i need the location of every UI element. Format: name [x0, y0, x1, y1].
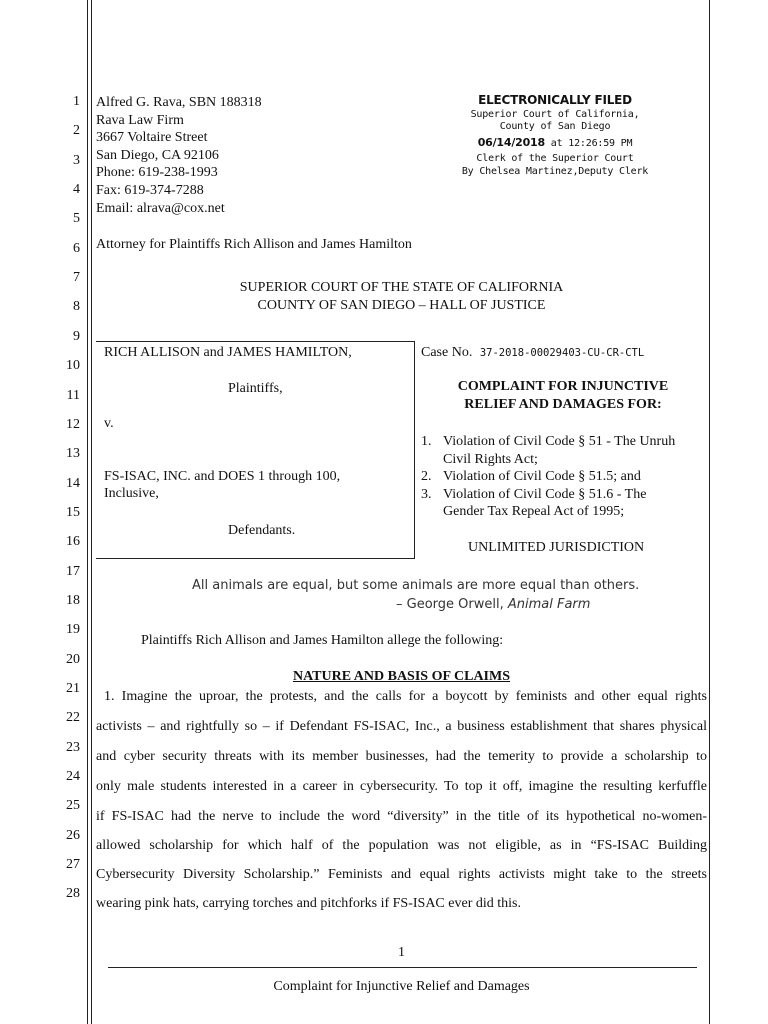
filing-stamp	[455, 94, 655, 178]
stamp-deputy: By Chelsea Martinez,Deputy Clerk	[461, 165, 649, 177]
margin-rule-left-inner	[91, 0, 92, 1024]
paragraph-line: activists – and rightfully so – if Defendant FS-ISAC, Inc., a business establishment that shares physical	[96, 719, 707, 734]
line-number: 25	[66, 798, 80, 814]
section-heading: NATURE AND BASIS OF CLAIMS	[292, 669, 511, 684]
line-number: 14	[66, 475, 80, 491]
epigraph-work: Animal Farm	[507, 597, 591, 612]
line-number: 10	[66, 358, 80, 374]
complaint-title-1: COMPLAINT FOR INJUNCTIVE	[457, 379, 669, 394]
attorney-name: Alfred G. Rava, SBN 188318	[96, 95, 262, 110]
email: Email: alrava@cox.net	[96, 200, 225, 216]
stamp-title: ELECTRONICALLY FILED	[478, 93, 632, 107]
stamp-county: County of San Diego	[499, 121, 611, 132]
cause-1-cont: Civil Rights Act;	[443, 451, 538, 467]
city-state-zip: San Diego, CA 92106	[96, 147, 219, 163]
attorney-block	[96, 94, 262, 217]
case-number: 37-2018-00029403-CU-CR-CTL	[479, 347, 645, 359]
phone: Phone: 619-238-1993	[96, 165, 218, 181]
complaint-title-2: RELIEF AND DAMAGES FOR:	[464, 397, 662, 412]
law-firm: Rava Law Firm	[96, 112, 184, 128]
line-number: 23	[66, 739, 80, 755]
footer-rule	[108, 967, 697, 968]
line-number: 5	[73, 211, 80, 227]
versus: v.	[104, 416, 114, 431]
attorney-for: Attorney for Plaintiffs Rich Allison and James Hamilton	[96, 237, 412, 252]
line-number: 1	[73, 94, 80, 109]
line-number: 22	[66, 710, 80, 726]
court-name: SUPERIOR COURT OF THE STATE OF CALIFORNIA	[239, 280, 564, 295]
line-number: 9	[73, 328, 80, 344]
paragraph-line: and cyber security threats with its member businesses, had the temerity to provide a scholarship to	[96, 749, 707, 764]
plaintiffs-label: Plaintiffs,	[228, 381, 283, 396]
paragraph-line: allowed scholarship for which half of the population was not eligible, as in “FS-ISAC Building	[96, 838, 707, 853]
defendants-names: FS-ISAC, INC. and DOES 1 through 100,	[104, 469, 341, 484]
stamp-date: 06/14/2018	[477, 135, 545, 149]
line-number: 18	[66, 592, 80, 608]
line-number: 6	[73, 240, 80, 256]
line-number: 11	[66, 387, 80, 403]
line-number: 26	[66, 827, 80, 843]
line-number: 17	[66, 563, 80, 579]
plaintiffs-names: RICH ALLISON and JAMES HAMILTON,	[104, 345, 352, 360]
paragraph-line: wearing pink hats, carrying torches and pitchforks if FS-ISAC ever did this.	[96, 896, 521, 911]
line-number: 27	[66, 857, 80, 873]
defendants-inclusive: Inclusive,	[104, 486, 159, 501]
paragraph-line: Cybersecurity Diversity Scholarship.” Feminists and equal rights activists might take to the streets	[96, 867, 707, 882]
line-number: 21	[66, 681, 80, 696]
paragraph-line: if FS-ISAC had the nerve to include the word “diversity” in the title of its hypothetical no-women-	[96, 809, 707, 824]
margin-rule-left-outer	[87, 0, 88, 1024]
line-number: 28	[66, 886, 80, 902]
line-number: 16	[66, 534, 80, 550]
intro-line: Plaintiffs Rich Allison and James Hamilton allege the following:	[141, 633, 504, 648]
line-number: 2	[73, 123, 80, 139]
line-number: 15	[66, 504, 80, 520]
stamp-court: Superior Court of California,	[470, 108, 640, 120]
cause-3: 3. Violation of Civil Code § 51.6 - The	[421, 486, 647, 502]
line-number: 12	[66, 416, 80, 432]
line-number: 24	[66, 769, 80, 785]
causes-of-action	[421, 433, 675, 521]
page-number: 1	[398, 945, 405, 960]
defendants-label: Defendants.	[228, 523, 296, 538]
line-number: 8	[73, 299, 80, 315]
jurisdiction: UNLIMITED JURISDICTION	[468, 540, 645, 555]
epigraph-quote: All animals are equal, but some animals are more equal than others.	[192, 578, 640, 593]
epigraph-attribution: – George Orwell, Animal Farm	[396, 597, 591, 612]
case-number-line	[421, 345, 644, 361]
paragraph-line: only male students interested in a career in cybersecurity. To top it off, imagine the resulting kerfuffle	[96, 779, 707, 794]
footer-title: Complaint for Injunctive Relief and Damages	[273, 979, 530, 994]
line-number: 13	[66, 446, 80, 462]
stamp-time-prefix: at	[550, 137, 563, 149]
line-number: 20	[66, 651, 80, 667]
stamp-clerk: Clerk of the Superior Court	[476, 153, 634, 164]
line-number: 4	[73, 182, 80, 198]
cause-2: 2. Violation of Civil Code § 51.5; and	[421, 469, 641, 484]
paragraph-line: 1. Imagine the uproar, the protests, and the calls for a boycott by feminists and other equal rights	[104, 689, 707, 704]
margin-rule-right	[709, 0, 710, 1024]
line-number: 7	[73, 270, 80, 286]
street-address: 3667 Voltaire Street	[96, 130, 208, 146]
cause-1: 1. Violation of Civil Code § 51 - The Unruh	[421, 434, 676, 449]
cause-3-cont: Gender Tax Repeal Act of 1995;	[443, 504, 625, 519]
stamp-time: 12:26:59 PM	[568, 137, 633, 149]
line-number: 3	[73, 152, 80, 168]
court-county: COUNTY OF SAN DIEGO – HALL OF JUSTICE	[257, 298, 546, 313]
line-number: 19	[66, 622, 80, 638]
fax: Fax: 619-374-7288	[96, 182, 204, 198]
case-number-label: Case No.	[421, 345, 473, 360]
